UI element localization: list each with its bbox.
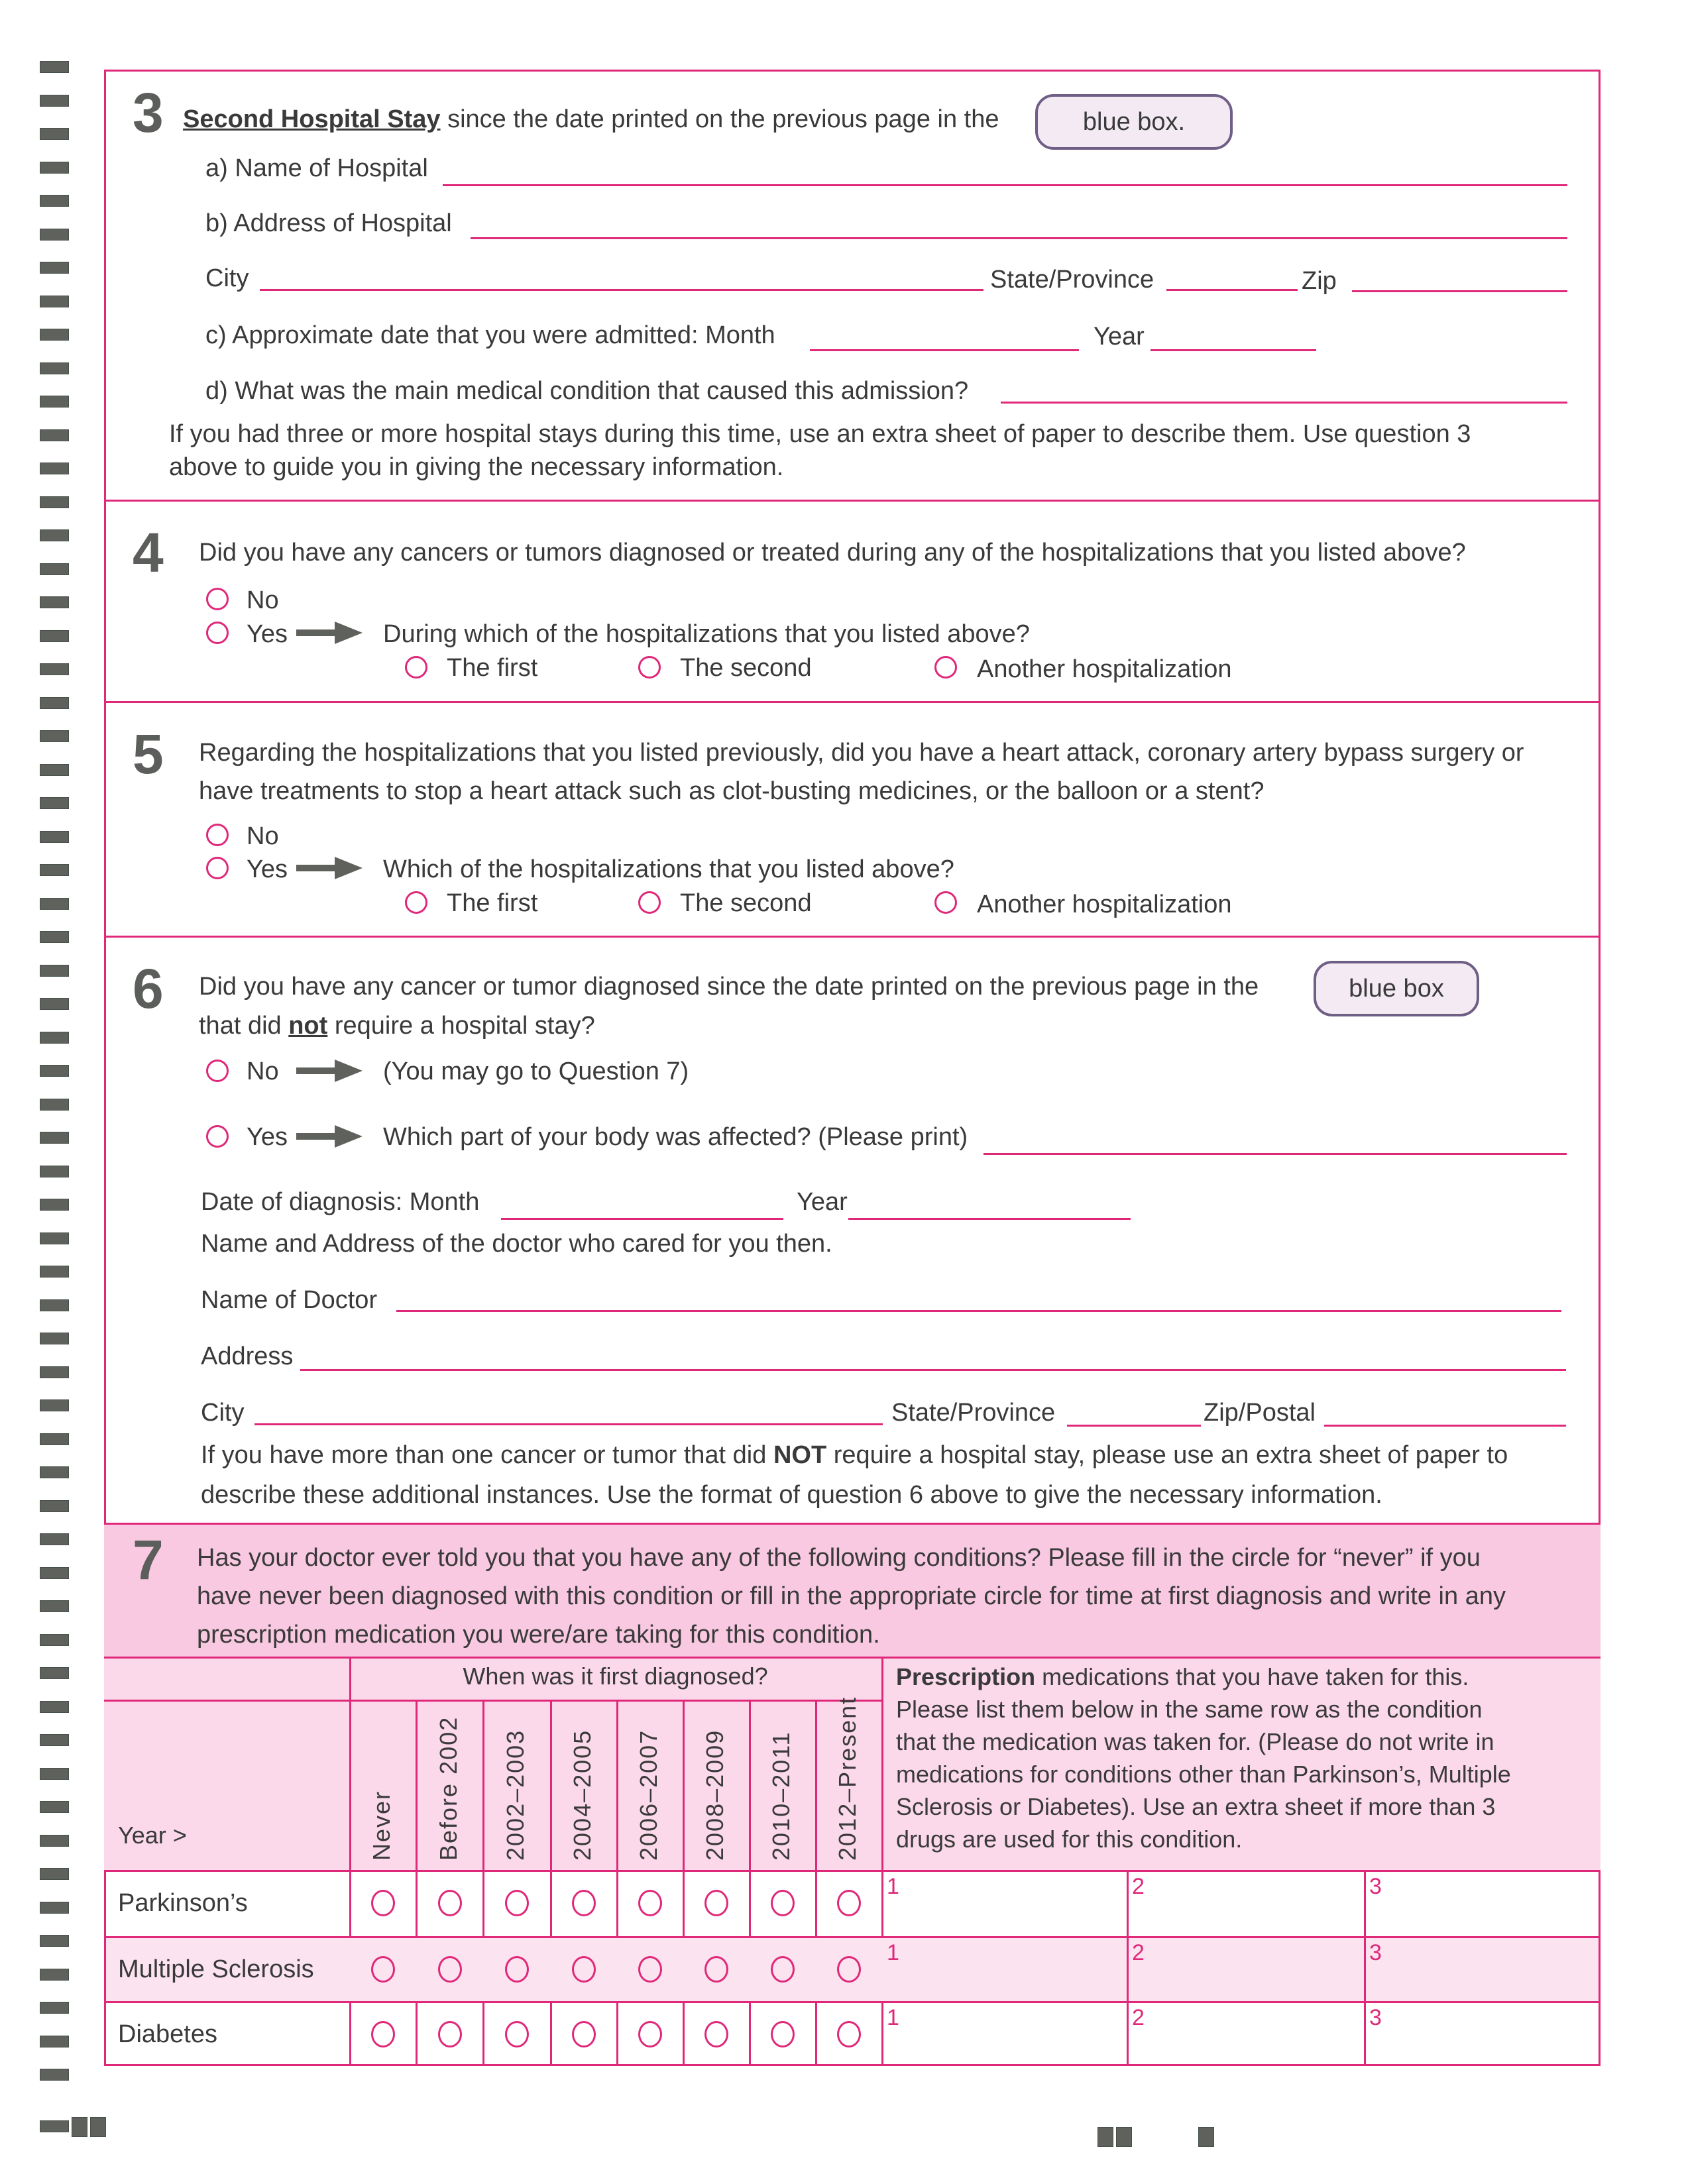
- blue-box-reference: blue box: [1314, 961, 1479, 1016]
- diagnosis-radio[interactable]: [771, 1890, 795, 1916]
- timing-mark: [40, 697, 69, 709]
- diagnosis-radio[interactable]: [505, 2021, 529, 2048]
- diagnosis-radio[interactable]: [572, 1890, 596, 1916]
- medication-slot-number: 3: [1369, 2005, 1382, 2030]
- timing-mark: [40, 1099, 69, 1111]
- diagnosis-radio[interactable]: [572, 1956, 596, 1983]
- option-label: Yes: [247, 620, 288, 648]
- question-number: 6: [133, 957, 164, 1020]
- diagnosis-header: When was it first diagnosed?: [463, 1663, 768, 1690]
- timing-mark: [40, 1299, 69, 1311]
- timing-mark: [40, 95, 69, 107]
- timing-mark: [40, 1032, 69, 1044]
- timing-mark: [40, 1065, 69, 1077]
- timing-mark: [40, 1969, 69, 1981]
- note-line: [201, 1435, 1593, 1475]
- timing-mark: [40, 2069, 69, 2081]
- diagnosis-month-label: Date of diagnosis: Month: [201, 1188, 480, 1216]
- option-label: Yes: [247, 1123, 288, 1151]
- section-divider: [104, 500, 1601, 502]
- diagnosis-radio[interactable]: [371, 2021, 395, 2048]
- hospital-address-label: b) Address of Hospital: [205, 209, 452, 237]
- option-label: Yes: [247, 855, 288, 883]
- presc-line: Sclerosis or Diabetes). Use an extra sheet if more than 3: [896, 1793, 1496, 1820]
- doctor-intro: Name and Address of the doctor who cared for you then.: [201, 1230, 832, 1258]
- diagnosis-radio[interactable]: [505, 1956, 529, 1983]
- column-divider: [482, 1700, 484, 2066]
- arrow-right-icon: [296, 1060, 363, 1082]
- question-number: 7: [133, 1529, 164, 1591]
- period-header: 2002–2003: [502, 1729, 529, 1861]
- diagnosis-radio[interactable]: [704, 2021, 728, 2048]
- medication-input[interactable]: [1390, 1890, 1590, 1918]
- timing-mark: [40, 1734, 69, 1746]
- doctor-address-label: Address: [201, 1342, 294, 1370]
- note-line: describe these additional instances. Use the format of question 6 above to give the necessary information.: [201, 1481, 1382, 1509]
- condition-label: Multiple Sclerosis: [118, 1955, 314, 1983]
- fill-line: [396, 1310, 1561, 1312]
- question-text: Did you have any cancer or tumor diagnosed since the date printed on the previous page in the: [199, 973, 1259, 1001]
- table-border: [104, 1700, 881, 1702]
- fill-line: [260, 289, 984, 291]
- year-row-label: Year >: [118, 1822, 187, 1849]
- radio-yes[interactable]: [206, 857, 229, 879]
- diagnosis-radio[interactable]: [638, 1890, 662, 1916]
- question-number: 5: [133, 723, 164, 785]
- skip-instruction: (You may go to Question 7): [383, 1058, 689, 1085]
- fill-line: [1166, 289, 1298, 291]
- condition-label: Parkinson’s: [118, 1889, 248, 1917]
- period-header: 2010–2011: [767, 1731, 795, 1861]
- radio-yes[interactable]: [206, 1125, 229, 1148]
- timing-mark: [40, 1366, 69, 1378]
- prescription-instructions: [896, 1661, 1592, 1855]
- state-label: State/Province: [990, 266, 1154, 294]
- radio-another-hospitalization[interactable]: [934, 656, 957, 679]
- diagnosis-radio[interactable]: [837, 1890, 861, 1916]
- timing-mark: [40, 1199, 69, 1211]
- body-part-input[interactable]: [984, 1125, 1567, 1153]
- hospital-address-input[interactable]: [471, 211, 1567, 239]
- timing-mark: [40, 1500, 69, 1512]
- medication-input[interactable]: [908, 2021, 1116, 2049]
- section-divider: [104, 701, 1601, 703]
- question-text: [199, 1011, 595, 1042]
- med-divider: [1127, 1870, 1129, 1936]
- question-3-title: [183, 105, 999, 135]
- option-label: Another hospitalization: [977, 655, 1232, 683]
- timing-mark: [40, 1600, 69, 1612]
- diagnosis-radio[interactable]: [837, 2021, 861, 2048]
- option-label: Another hospitalization: [977, 891, 1232, 918]
- body-part-label: Which part of your body was affected? (Please print): [383, 1123, 968, 1151]
- arrow-right-icon: [296, 1125, 363, 1148]
- fill-line: [1001, 402, 1567, 404]
- option-label: The second: [680, 654, 812, 682]
- medication-input[interactable]: [1153, 1890, 1353, 1918]
- diagnosis-radio[interactable]: [572, 2021, 596, 2048]
- timing-mark: [40, 831, 69, 843]
- timing-mark: [40, 630, 69, 642]
- column-divider: [815, 1700, 817, 2066]
- timing-mark: [40, 1399, 69, 1411]
- doctor-state-label: State/Province: [891, 1399, 1056, 1427]
- medication-input[interactable]: [908, 1890, 1116, 1918]
- med-divider: [1364, 1936, 1366, 2001]
- timing-mark: [40, 1701, 69, 1713]
- timing-mark: [40, 1433, 69, 1445]
- fill-line: [1324, 1425, 1566, 1427]
- table-bottom-border: [104, 2064, 1601, 2066]
- timing-mark: [40, 764, 69, 776]
- med-divider: [1364, 2001, 1366, 2066]
- timing-mark: [1097, 2127, 1113, 2147]
- fill-line: [984, 1153, 1567, 1155]
- diagnosis-radio[interactable]: [438, 1890, 462, 1916]
- timing-mark: [90, 2117, 106, 2137]
- diagnosis-radio[interactable]: [704, 1890, 728, 1916]
- timing-mark: [40, 2120, 69, 2132]
- doctor-city-label: City: [201, 1399, 245, 1427]
- timing-mark: [40, 1266, 69, 1278]
- option-label: The second: [680, 889, 812, 917]
- timing-mark: [40, 262, 69, 274]
- presc-line: drugs are used for this condition.: [896, 1826, 1243, 1853]
- follow-up-text: During which of the hospitalizations that you listed above?: [383, 620, 1030, 648]
- medication-input[interactable]: [908, 1956, 1116, 1984]
- fill-line: [810, 349, 1079, 351]
- diagnosis-radio[interactable]: [505, 1890, 529, 1916]
- timing-mark: [40, 1868, 69, 1880]
- zip-label: Zip: [1302, 267, 1337, 295]
- admit-month-input[interactable]: [810, 322, 1080, 350]
- emphasis-not: not: [288, 1012, 328, 1040]
- presc-line: medications for conditions other than Parkinson’s, Multiple: [896, 1761, 1511, 1788]
- timing-mark: [40, 898, 69, 910]
- q7-intro: [197, 1539, 1589, 1654]
- med-divider: [1127, 2001, 1129, 2066]
- intro-line: prescription medication you were/are taking for this condition.: [197, 1621, 880, 1649]
- period-header: 2012–Present: [834, 1696, 861, 1861]
- timing-mark: [40, 2036, 69, 2048]
- radio-the-second[interactable]: [638, 656, 661, 679]
- doctor-city-input[interactable]: [254, 1398, 884, 1426]
- medication-slot-number: 3: [1369, 1940, 1382, 1965]
- condition-label: Diabetes: [118, 2020, 217, 2048]
- text-part: require a hospital stay, please use an extra sheet of paper to: [826, 1441, 1508, 1469]
- timing-mark: [40, 1166, 69, 1177]
- diagnosis-year-input[interactable]: [848, 1189, 1132, 1217]
- follow-up-text: Which of the hospitalizations that you listed above?: [383, 855, 954, 883]
- row-divider: [104, 1936, 1601, 1938]
- timing-mark: [40, 1801, 69, 1813]
- column-divider: [749, 1700, 751, 2066]
- question-text: Did you have any cancers or tumors diagnosed or treated during any of the hospitalizations that you listed above?: [199, 539, 1466, 567]
- fill-line: [471, 237, 1567, 239]
- timing-mark: [40, 596, 69, 608]
- medication-input[interactable]: [1153, 2021, 1353, 2049]
- presc-line: [896, 1661, 1592, 1693]
- timing-mark: [40, 797, 69, 809]
- diagnosis-radio[interactable]: [638, 1956, 662, 1983]
- diagnosis-radio[interactable]: [771, 2021, 795, 2048]
- radio-no[interactable]: [206, 824, 229, 846]
- medication-slot-number: 1: [887, 1940, 899, 1965]
- section-divider: [104, 936, 1601, 938]
- q6-note: [201, 1435, 1593, 1515]
- timing-mark: [40, 162, 69, 174]
- note-line: If you had three or more hospital stays during this time, use an extra sheet of paper to describe them. Use question 3: [169, 420, 1471, 448]
- radio-yes[interactable]: [206, 622, 229, 644]
- timing-mark: [40, 663, 69, 675]
- timing-mark: [40, 529, 69, 541]
- medication-slot-number: 1: [887, 1874, 899, 1899]
- fill-line: [1151, 349, 1316, 351]
- timing-mark: [40, 296, 69, 307]
- diagnosis-radio[interactable]: [438, 1956, 462, 1983]
- diagnosis-radio[interactable]: [638, 2021, 662, 2048]
- column-divider: [616, 1700, 618, 2066]
- hospital-name-label: a) Name of Hospital: [205, 154, 428, 182]
- timing-mark: [40, 1567, 69, 1579]
- fill-line: [443, 184, 1567, 186]
- fill-line: [1352, 290, 1567, 292]
- diagnosis-radio[interactable]: [837, 1956, 861, 1983]
- text-part: require a hospital stay?: [327, 1012, 595, 1040]
- timing-mark: [40, 1232, 69, 1244]
- med-divider: [1127, 1936, 1129, 2001]
- medication-slot-number: 2: [1132, 2005, 1145, 2030]
- column-divider: [416, 1700, 418, 2066]
- diagnosis-radio[interactable]: [438, 2021, 462, 2048]
- timing-mark: [40, 1768, 69, 1780]
- title-rest: since the date printed on the previous page in the: [440, 105, 999, 133]
- blue-box-reference: blue box.: [1035, 94, 1233, 150]
- option-label: No: [247, 822, 279, 850]
- timing-mark: [40, 362, 69, 374]
- radio-no[interactable]: [206, 588, 229, 610]
- admit-year-label: Year: [1094, 323, 1145, 351]
- timing-mark: [1198, 2127, 1214, 2147]
- doctor-zip-label: Zip/Postal: [1204, 1399, 1316, 1427]
- period-header: 2006–2007: [635, 1729, 662, 1861]
- timing-mark: [40, 998, 69, 1010]
- period-header: 2008–2009: [701, 1729, 728, 1861]
- condition-label: d) What was the main medical condition that caused this admission?: [205, 377, 969, 405]
- intro-line: Has your doctor ever told you that you have any of the following conditions? Please fill in the circle for “never” if you: [197, 1544, 1481, 1572]
- intro-line: have never been diagnosed with this condition or fill in the appropriate circle for time at first diagnosis and write in any: [197, 1582, 1506, 1610]
- diagnosis-radio[interactable]: [771, 1956, 795, 1983]
- q3-note: [169, 417, 1587, 484]
- diagnosis-radio[interactable]: [371, 1890, 395, 1916]
- option-label: No: [247, 1058, 279, 1085]
- section-title: Second Hospital Stay: [183, 105, 441, 133]
- fill-line: [254, 1423, 883, 1425]
- option-label: No: [247, 586, 279, 614]
- radio-the-second[interactable]: [638, 891, 661, 914]
- timing-mark: [40, 2002, 69, 2014]
- presc-line: that the medication was taken for. (Please do not write in: [896, 1728, 1494, 1755]
- radio-another-hospitalization[interactable]: [934, 891, 957, 914]
- presc-bold: Prescription: [896, 1663, 1036, 1690]
- timing-mark: [40, 1902, 69, 1914]
- timing-mark: [40, 1634, 69, 1646]
- timing-mark: [40, 1667, 69, 1679]
- fill-line: [848, 1218, 1131, 1220]
- medication-input[interactable]: [1390, 1956, 1590, 1984]
- timing-mark: [40, 229, 69, 241]
- diagnosis-radio[interactable]: [371, 1956, 395, 1983]
- question-number: 4: [133, 521, 164, 584]
- med-divider: [1364, 1870, 1366, 1936]
- diagnosis-year-label: Year: [797, 1188, 848, 1216]
- question-text: Regarding the hospitalizations that you listed previously, did you have a heart attack, coronary artery bypass surgery or: [199, 739, 1524, 767]
- column-divider: [550, 1700, 552, 2066]
- doctor-zip-input[interactable]: [1324, 1398, 1567, 1426]
- doctor-name-label: Name of Doctor: [201, 1286, 378, 1314]
- period-header: Never: [368, 1790, 395, 1861]
- period-header: 2004–2005: [569, 1729, 596, 1861]
- option-label: The first: [447, 654, 538, 682]
- option-label: The first: [447, 889, 538, 917]
- medication-slot-number: 2: [1132, 1874, 1145, 1899]
- text-part: medications that you have taken for this.: [1035, 1663, 1469, 1690]
- timing-mark: [40, 1132, 69, 1144]
- timing-mark: [40, 1466, 69, 1478]
- emphasis-not: NOT: [773, 1441, 827, 1469]
- doctor-address-input[interactable]: [300, 1342, 1565, 1370]
- text-part: If you have more than one cancer or tumor that did: [201, 1441, 773, 1469]
- fill-line: [501, 1218, 783, 1220]
- timing-mark: [40, 429, 69, 441]
- presc-line: Please list them below in the same row as the condition: [896, 1696, 1483, 1723]
- timing-mark: [40, 496, 69, 508]
- timing-mark: [40, 1835, 69, 1847]
- timing-mark: [40, 396, 69, 408]
- fill-line: [300, 1369, 1566, 1371]
- timing-mark: [40, 1935, 69, 1947]
- medication-input[interactable]: [1390, 2021, 1590, 2049]
- table-border: [349, 1657, 351, 2066]
- medication-slot-number: 2: [1132, 1940, 1145, 1965]
- section-divider: [104, 1523, 1601, 1525]
- row-divider: [104, 1870, 1601, 1872]
- text-part: that did: [199, 1012, 289, 1040]
- period-header: Before 2002: [434, 1716, 462, 1861]
- medication-slot-number: 3: [1369, 1874, 1382, 1899]
- question-text: have treatments to stop a heart attack such as clot-busting medicines, or the balloon or a stent?: [199, 777, 1264, 805]
- timing-mark: [40, 864, 69, 876]
- table-border: [881, 1657, 883, 2066]
- timing-mark: [40, 61, 69, 73]
- timing-mark: [40, 563, 69, 575]
- timing-mark: [40, 128, 69, 140]
- city-label: City: [205, 264, 249, 292]
- hospital-name-input[interactable]: [443, 156, 1565, 184]
- admit-year-input[interactable]: [1151, 322, 1318, 350]
- admit-month-label: c) Approximate date that you were admitted: Month: [205, 321, 775, 349]
- timing-mark: [72, 2117, 87, 2137]
- timing-mark: [40, 1533, 69, 1545]
- timing-mark: [40, 195, 69, 207]
- timing-mark: [40, 965, 69, 977]
- arrow-right-icon: [296, 622, 363, 644]
- timing-mark: [40, 329, 69, 341]
- question-number: 3: [133, 82, 164, 144]
- column-divider: [683, 1700, 685, 2066]
- zip-input[interactable]: [1352, 265, 1568, 293]
- radio-the-first[interactable]: [405, 656, 427, 679]
- medication-slot-number: 1: [887, 2005, 899, 2030]
- row-divider: [104, 2001, 1601, 2003]
- diagnosis-radio[interactable]: [704, 1956, 728, 1983]
- timing-mark: [40, 730, 69, 742]
- arrow-right-icon: [296, 857, 363, 879]
- diagnosis-month-input[interactable]: [501, 1189, 785, 1217]
- timing-mark: [40, 463, 69, 474]
- radio-the-first[interactable]: [405, 891, 427, 914]
- timing-mark: [40, 1333, 69, 1344]
- fill-line: [1067, 1425, 1201, 1427]
- timing-mark: [1116, 2127, 1132, 2147]
- table-border: [104, 1657, 1601, 1659]
- doctor-state-input[interactable]: [1067, 1398, 1202, 1426]
- timing-mark: [40, 931, 69, 943]
- medication-input[interactable]: [1153, 1956, 1353, 1984]
- radio-no[interactable]: [206, 1060, 229, 1082]
- note-line: above to guide you in giving the necessary information.: [169, 453, 784, 481]
